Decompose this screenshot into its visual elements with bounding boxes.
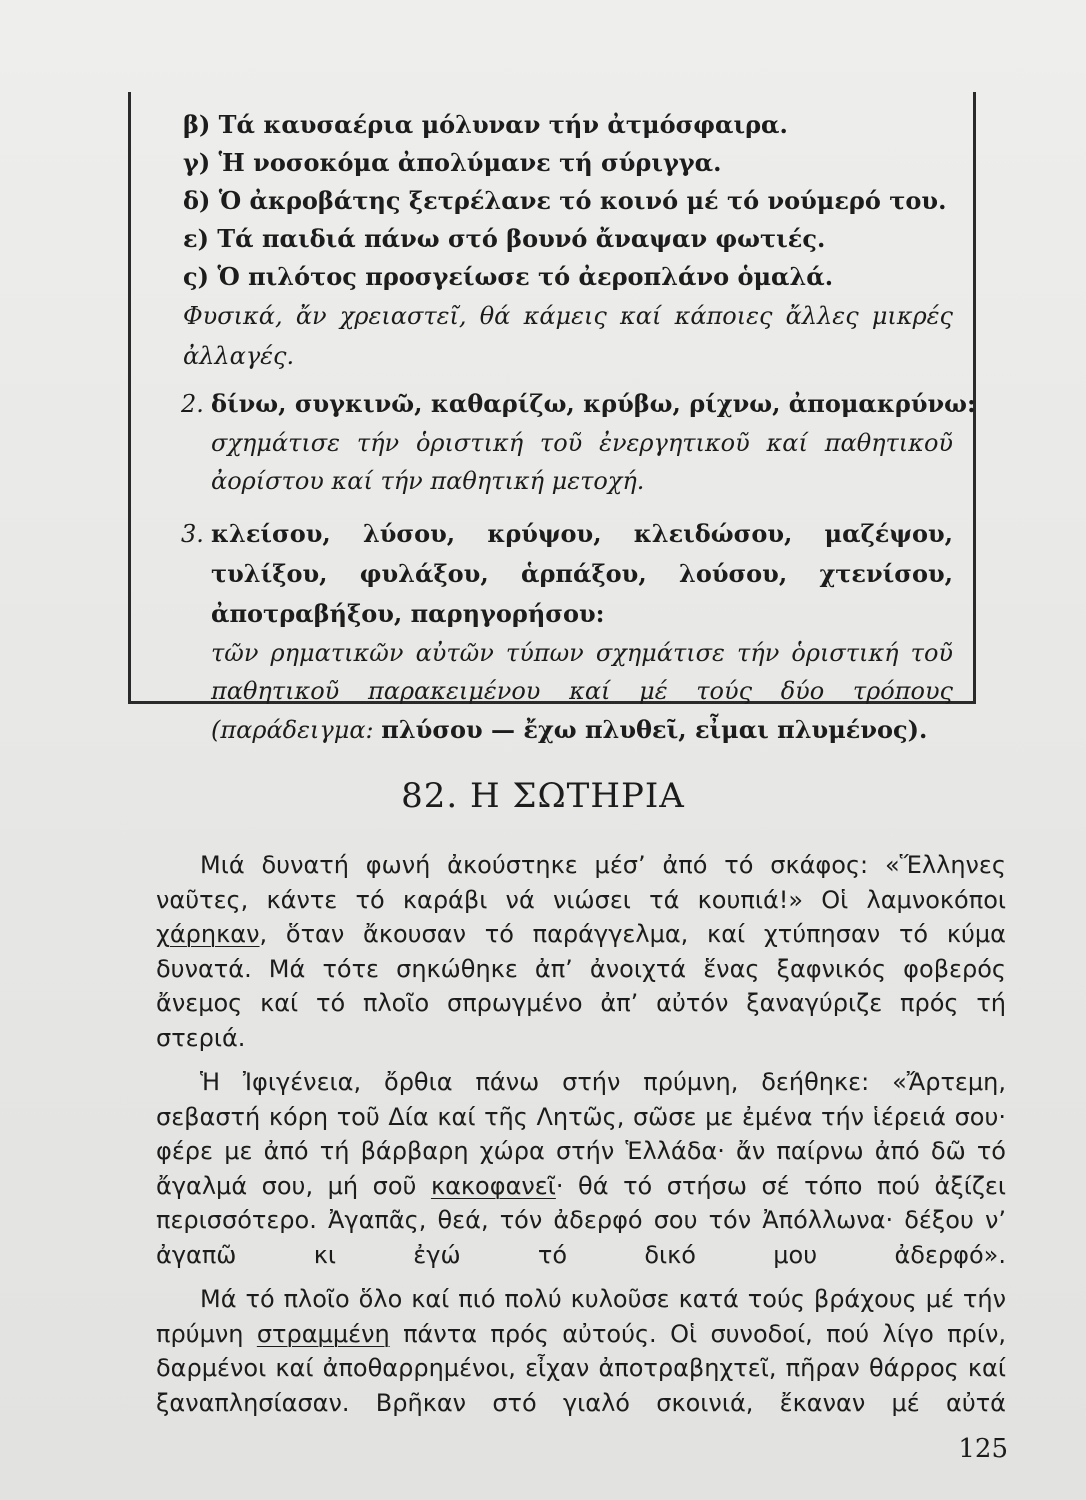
sentence-d: δ) Ὁ ἀκροβάτης ξετρέλανε τό κοινό μέ τό νούμερό του. [183, 186, 947, 215]
underlined-word-1: χάρηκαν [156, 920, 260, 948]
exercise-2-number: 2. [181, 390, 204, 418]
paragraph-1-start: Μιά δυνατή φωνή ἀκούστηκε μέσ’ ἀπό τό σκάφος: «Ἕλληνες ναῦτες, κάντε τό καράβι νά νιώσει τά κουπιά!» Οἱ λαμνοκόποι [156, 851, 1006, 914]
paragraph-1 [156, 848, 1006, 1055]
sentence-e: ε) Τά παιδιά πάνω στό βουνό ἄναψαν φωτιές. [183, 224, 826, 253]
exercise-3-instruction [211, 634, 953, 750]
underlined-word-3: στραμμένη [256, 1319, 390, 1348]
exercise-2-instruction: σχημάτισε τήν ὁριστική τοῦ ἐνεργητικοῦ καί παθητικοῦ ἀορίστου καί τήν παθητική μετοχή. [211, 429, 953, 495]
paragraph-3-end: πάντα πρός αὐτούς. Οἱ συνοδοί, πού λίγο πρίν, δαρμένοι καί ἀποθαρρημένοι, εἶχαν ἀποτραβηχτεῖ, πῆραν θάρρος καί ξαναπλησίασαν. Βρῆκαν στό γιαλό σκοινιά, ἔκαναν μέ αὐτά [156, 1319, 1006, 1417]
exercise-3-instruction-text: τῶν ρηματικῶν αὐτῶν τύπων σχημάτισε τήν ὁριστική τοῦ παθητικοῦ παρακειμένου καί μέ τούς δύο τρόπους (παράδειγμα: [211, 639, 953, 744]
exercise-3 [183, 514, 953, 750]
chapter-title: 82. Η ΣΩΤΗΡΙΑ [401, 776, 685, 816]
paragraph-2-end: · θά τό στήσω σέ τόπο πού ἀξίζει περισσότερο. Ἀγαπᾶς, θεά, τόν ἀδερφό σου τόν Ἀπόλλωνα· δέξου ν’ ἀγαπῶ κι ἐγώ τό δικό μου ἀδερφό». [156, 1171, 1006, 1269]
paragraph-1-end: , ὅταν ἄκουσαν τό παράγγελμα, καί χτύπησαν τό κύμα δυνατά. Μά τότε σηκώθηκε ἀπ’ ἀνοιχτά ἕνας ξαφνικός φοβερός ἄνεμος καί τό πλοῖο σπρωγμένο ἀπ’ αὐτόν ξαναγύριζε πρός τή στεριά. [156, 920, 1006, 1052]
exercise-content [181, 106, 976, 750]
sentence-b: β) Τά καυσαέρια μόλυναν τήν ἀτμόσφαιρα. [183, 110, 788, 139]
exercise-box [128, 92, 976, 744]
paragraph-2-start: Ἡ Ἰφιγένεια, ὄρθια πάνω στήν πρύμνη, δεήθηκε: «Ἄρτεμη, σεβαστή κόρη τοῦ Δία καί τῆς Λητῶς, σῶσε με ἐμένα τήν ἱέρειά σου· φέρε με ἀπό τή βάρβαρη χώρα στήν Ἑλλάδα· ἄν παίρνω ἀπό δῶ τό ἄγαλμά σου, μή σοῦ [156, 1068, 1006, 1200]
exercise-3-example: πλύσου — ἔχω πλυθεῖ, εἶμαι πλυμένος). [381, 715, 928, 744]
story-text [156, 848, 1006, 1430]
underlined-word-2: κακοφανεῖ [430, 1171, 556, 1200]
exercise-2-verbs: δίνω, συγκινῶ, καθαρίζω, κρύβω, ρίχνω, ἀπομακρύνω: [211, 389, 976, 418]
sentence-c: γ) Ἡ νοσοκόμα ἀπολύμανε τή σύριγγα. [183, 148, 722, 177]
page-number: 125 [958, 1434, 1008, 1464]
exercise-2 [181, 384, 976, 500]
exercise-3-forms: κλείσου, λύσου, κρύψου, κλειδώσου, μαζέψου, τυλίξου, φυλάξου, ἁρπάξου, λούσου, χτενίσου, ἀποτραβήξου, παρηγορήσου: [211, 519, 953, 628]
exercise-note: Φυσικά, ἄν χρειαστεῖ, θά κάμεις καί κάποιες ἄλλες μικρές ἀλλαγές. [183, 302, 953, 370]
paragraph-3 [156, 1282, 1006, 1420]
paragraph-2 [156, 1065, 1006, 1272]
exercise-3-number: 3. [181, 520, 204, 548]
sentence-f: ς) Ὁ πιλότος προσγείωσε τό ἀεροπλάνο ὁμαλά. [183, 262, 834, 291]
paragraph-3-start: Μά τό πλοῖο ὅλο καί πιό πολύ κυλοῦσε κατά τούς βράχους μέ τήν πρύμνη [156, 1285, 1006, 1348]
